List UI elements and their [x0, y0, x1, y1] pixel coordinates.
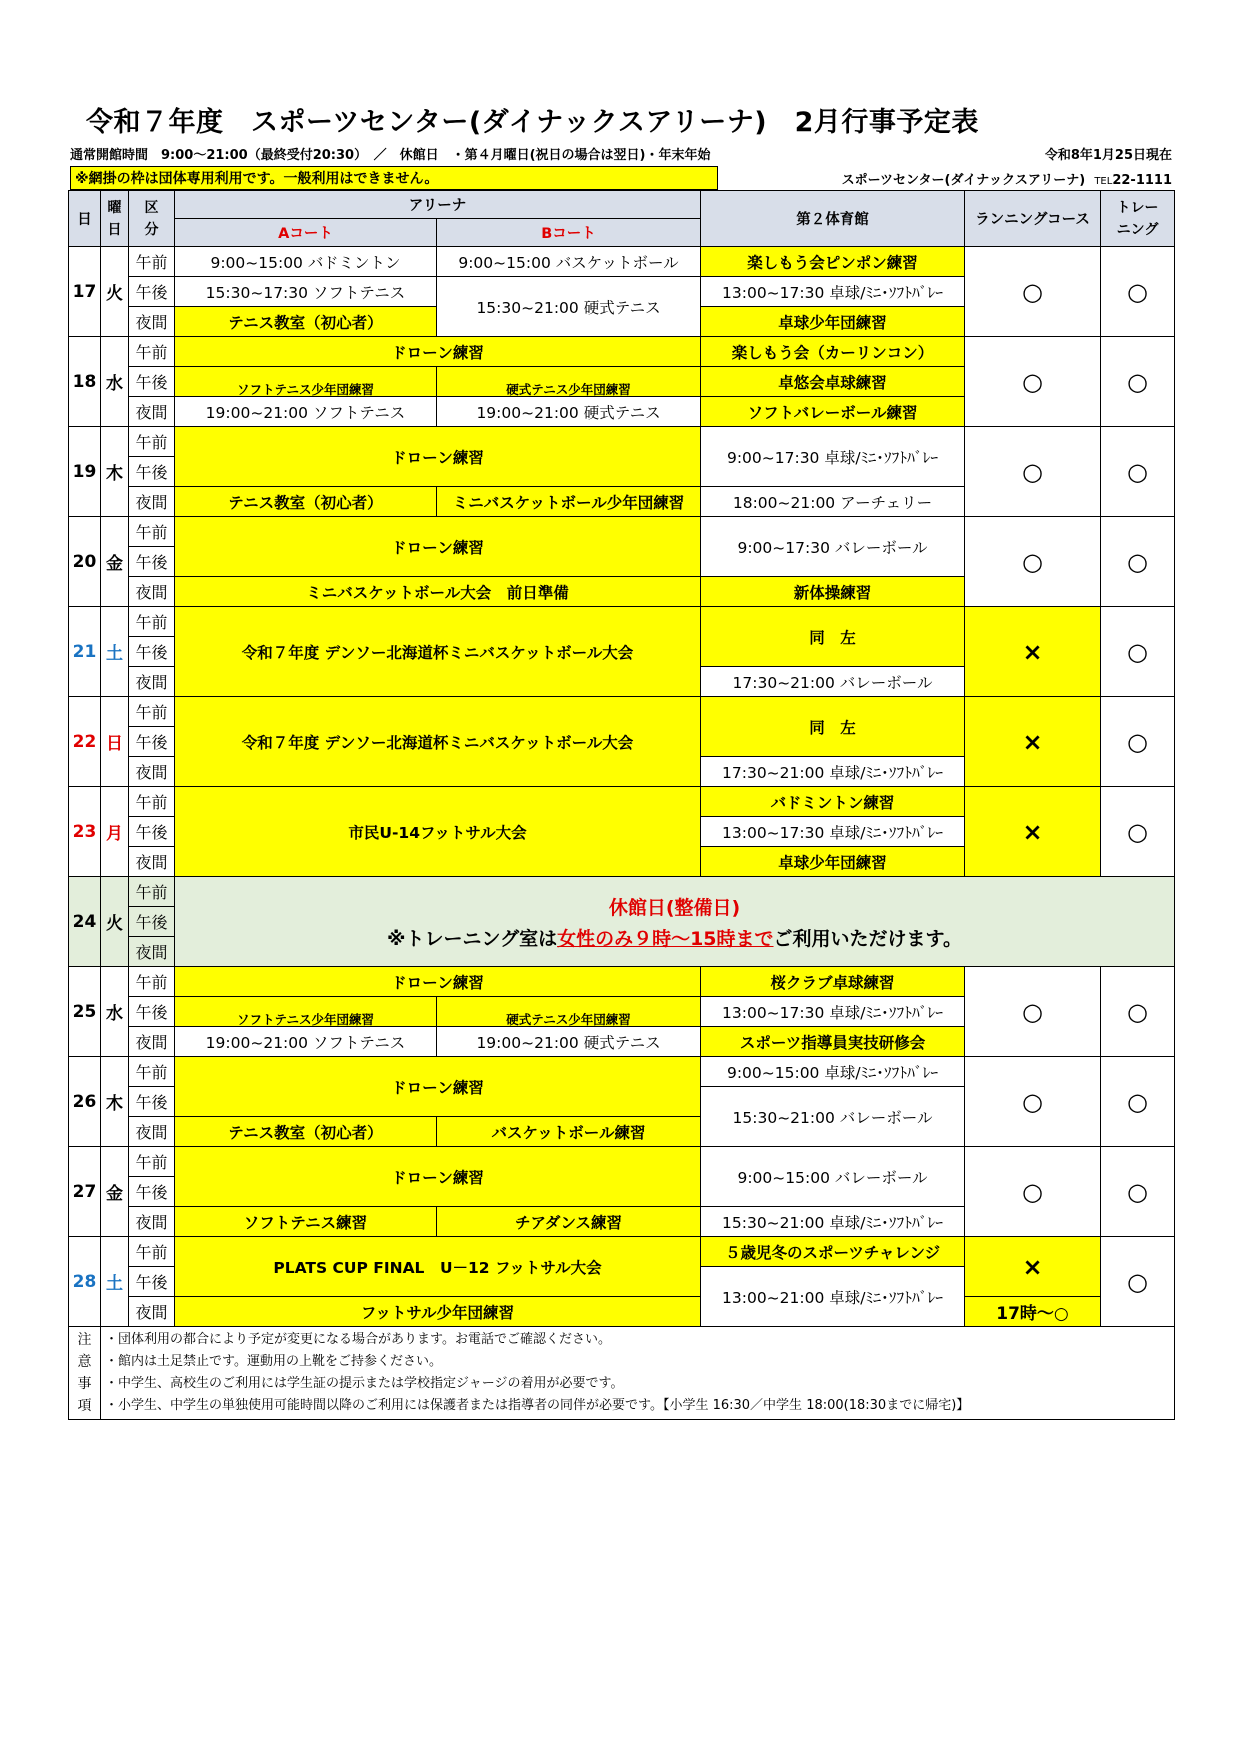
slot-night: 夜間	[129, 937, 175, 967]
arena-all-day: 令和７年度 デンソー北海道杯ミニバスケットボール大会	[175, 697, 701, 787]
notice-banner: ※網掛の枠は団体専用利用です。一般利用はできません。	[70, 166, 718, 190]
weekday: 木	[101, 427, 129, 517]
row-22-am	[69, 697, 1175, 727]
gym2-am-pm: 9:00~17:30 卓球/ﾐﾆ･ｿﾌﾄﾊﾞﾚｰ	[701, 427, 965, 487]
row-27-am	[69, 1147, 1175, 1177]
notes-row	[69, 1327, 1175, 1420]
weekday: 火	[101, 877, 129, 967]
day-number: 22	[69, 697, 101, 787]
day-number: 18	[69, 337, 101, 427]
header-day: 日	[69, 191, 101, 247]
court-b-am: 9:00~15:00 バスケットボール	[437, 247, 701, 277]
day-number: 17	[69, 247, 101, 337]
arena-all-day: 市民U-14フットサル大会	[175, 787, 701, 877]
slot-am: 午前	[129, 787, 175, 817]
header-training: トレー ニング	[1101, 191, 1175, 247]
slot-pm: 午後	[129, 1177, 175, 1207]
slot-night: 夜間	[129, 757, 175, 787]
day-number: 28	[69, 1237, 101, 1327]
day-number: 24	[69, 877, 101, 967]
arena-am: ドローン練習	[175, 337, 701, 367]
weekday: 水	[101, 337, 129, 427]
row-25-am	[69, 967, 1175, 997]
contact-tel	[842, 169, 1172, 188]
running-status: ○	[965, 427, 1101, 517]
weekday: 火	[101, 247, 129, 337]
closed-title: 休館日(整備日)	[608, 896, 741, 919]
running-status: ×	[965, 607, 1101, 697]
court-b-night: 19:00~21:00 硬式テニス	[437, 397, 701, 427]
gym2-am: 9:00~15:00 卓球/ﾐﾆ･ｿﾌﾄﾊﾞﾚｰ	[701, 1057, 965, 1087]
note-item: ・館内は土足禁止です。運動用の上靴をご持参ください。	[105, 1354, 442, 1369]
weekday: 水	[101, 967, 129, 1057]
header-weekday: 曜 日	[101, 191, 129, 247]
row-28-night	[69, 1297, 1175, 1327]
training-status: ○	[1101, 607, 1175, 697]
gym2-night: 15:30~21:00 卓球/ﾐﾆ･ｿﾌﾄﾊﾞﾚｰ	[701, 1207, 965, 1237]
court-b-pm-night: 15:30~21:00 硬式テニス	[437, 277, 701, 337]
slot-pm: 午後	[129, 1267, 175, 1297]
slot-night: 夜間	[129, 487, 175, 517]
slot-am: 午前	[129, 427, 175, 457]
court-a-night: テニス教室（初心者）	[175, 307, 437, 337]
running-status-night: 17時～○	[965, 1297, 1101, 1327]
gym2-night: スポーツ指導員実技研修会	[701, 1027, 965, 1057]
tel-name: スポーツセンター(ダイナックスアリーナ)	[841, 173, 1086, 188]
gym2-am: バドミントン練習	[701, 787, 965, 817]
court-a-night: 19:00~21:00 ソフトテニス	[175, 397, 437, 427]
slot-pm: 午後	[129, 547, 175, 577]
training-status: ○	[1101, 967, 1175, 1057]
row-18-am	[69, 337, 1175, 367]
running-status: ○	[965, 517, 1101, 607]
training-status: ○	[1101, 247, 1175, 337]
row-20-am	[69, 517, 1175, 547]
weekday: 土	[101, 607, 129, 697]
court-a-night: ソフトテニス練習	[175, 1207, 437, 1237]
slot-pm: 午後	[129, 637, 175, 667]
weekday: 土	[101, 1237, 129, 1327]
gym2-pm-night: 13:00~21:00 卓球/ﾐﾆ･ｿﾌﾄﾊﾞﾚｰ	[701, 1267, 965, 1327]
arena-all-day: 令和７年度 デンソー北海道杯ミニバスケットボール大会	[175, 607, 701, 697]
notes-label: 注 意 事 項	[69, 1327, 101, 1420]
slot-night: 夜間	[129, 307, 175, 337]
opening-hours: 通常開館時間 9:00～21:00（最終受付20:30） ／ 休館日 ・第４月曜日(祝日の場合は翌日)・年末年始	[70, 148, 711, 163]
court-a-pm: 15:30~17:30 ソフトテニス	[175, 277, 437, 307]
day-number: 23	[69, 787, 101, 877]
gym2-pm: 13:00~17:30 卓球/ﾐﾆ･ｿﾌﾄﾊﾞﾚｰ	[701, 817, 965, 847]
as-of-date: 令和8年1月25日現在	[1044, 148, 1172, 163]
arena-am-pm: PLATS CUP FINAL U－12 フットサル大会	[175, 1237, 701, 1297]
arena-am-pm: ドローン練習	[175, 427, 701, 487]
day-number: 21	[69, 607, 101, 697]
court-b-night: チアダンス練習	[437, 1207, 701, 1237]
slot-am: 午前	[129, 247, 175, 277]
court-b-pm: 硬式テニス少年団練習	[437, 997, 701, 1027]
gym2-night: 17:30~21:00 卓球/ﾐﾆ･ｿﾌﾄﾊﾞﾚｰ	[701, 757, 965, 787]
slot-night: 夜間	[129, 667, 175, 697]
slot-night: 夜間	[129, 847, 175, 877]
training-status: ○	[1101, 427, 1175, 517]
training-status: ○	[1101, 337, 1175, 427]
day-number: 19	[69, 427, 101, 517]
slot-am: 午前	[129, 967, 175, 997]
gym2-pm: 13:00~17:30 卓球/ﾐﾆ･ｿﾌﾄﾊﾞﾚｰ	[701, 997, 965, 1027]
slot-night: 夜間	[129, 1297, 175, 1327]
training-status: ○	[1101, 787, 1175, 877]
gym2-am: 楽しもう会ピンポン練習	[701, 247, 965, 277]
slot-am: 午前	[129, 1147, 175, 1177]
tel-label: TEL	[1094, 176, 1113, 187]
slot-am: 午前	[129, 517, 175, 547]
gym2-am: 桜クラブ卓球練習	[701, 967, 965, 997]
gym2-night: 卓球少年団練習	[701, 307, 965, 337]
notes-list	[101, 1327, 1175, 1420]
slot-am: 午前	[129, 697, 175, 727]
slot-pm: 午後	[129, 367, 175, 397]
gym2-night: 17:30~21:00 バレーボール	[701, 667, 965, 697]
arena-night: フットサル少年団練習	[175, 1297, 701, 1327]
running-status: ○	[965, 967, 1101, 1057]
running-status: ○	[965, 1057, 1101, 1147]
training-status: ○	[1101, 1237, 1175, 1327]
slot-night: 夜間	[129, 1027, 175, 1057]
court-a-night: テニス教室（初心者）	[175, 487, 437, 517]
slot-night: 夜間	[129, 577, 175, 607]
arena-am-pm: ドローン練習	[175, 1057, 701, 1117]
day-number: 25	[69, 967, 101, 1057]
slot-night: 夜間	[129, 397, 175, 427]
training-status: ○	[1101, 517, 1175, 607]
gym2-pm: 13:00~17:30 卓球/ﾐﾆ･ｿﾌﾄﾊﾞﾚｰ	[701, 277, 965, 307]
slot-am: 午前	[129, 1057, 175, 1087]
day-number: 26	[69, 1057, 101, 1147]
schedule-table	[68, 190, 1175, 1420]
gym2-night: 新体操練習	[701, 577, 965, 607]
court-b-night: 19:00~21:00 硬式テニス	[437, 1027, 701, 1057]
court-a-am: 9:00~15:00 バドミントン	[175, 247, 437, 277]
row-23-am	[69, 787, 1175, 817]
slot-am: 午前	[129, 337, 175, 367]
running-status: ○	[965, 1147, 1101, 1237]
court-b-night: バスケットボール練習	[437, 1117, 701, 1147]
day-number: 20	[69, 517, 101, 607]
slot-pm: 午後	[129, 727, 175, 757]
row-26-am	[69, 1057, 1175, 1087]
slot-am: 午前	[129, 877, 175, 907]
gym2-am-pm: 同 左	[701, 607, 965, 667]
weekday: 金	[101, 1147, 129, 1237]
gym2-am: 楽しもう会（カーリンコン）	[701, 337, 965, 367]
tel-number: 22-1111	[1112, 173, 1172, 188]
row-19-am	[69, 427, 1175, 457]
header-court-a: Aコート	[175, 219, 437, 247]
weekday: 日	[101, 697, 129, 787]
gym2-am-pm: 9:00~17:30 バレーボール	[701, 517, 965, 577]
header-slot: 区 分	[129, 191, 175, 247]
running-status: ○	[965, 247, 1101, 337]
gym2-am: ５歳児冬のスポーツチャレンジ	[701, 1237, 965, 1267]
court-a-night: 19:00~21:00 ソフトテニス	[175, 1027, 437, 1057]
gym2-night: 18:00~21:00 アーチェリー	[701, 487, 965, 517]
header-gym2: 第２体育館	[701, 191, 965, 247]
slot-am: 午前	[129, 607, 175, 637]
header-court-b: Bコート	[437, 219, 701, 247]
arena-am-pm: ドローン練習	[175, 517, 701, 577]
gym2-am-pm: 同 左	[701, 697, 965, 757]
note-item: ・中学生、高校生のご利用には学生証の提示または学校指定ジャージの着用が必要です。	[105, 1376, 624, 1391]
slot-am: 午前	[129, 1237, 175, 1267]
court-b-night: ミニバスケットボール少年団練習	[437, 487, 701, 517]
slot-pm: 午後	[129, 907, 175, 937]
slot-pm: 午後	[129, 457, 175, 487]
weekday: 木	[101, 1057, 129, 1147]
closed-detail: ※トレーニング室は女性のみ９時～15時までご利用いただけます。	[386, 927, 963, 950]
header-arena: アリーナ	[175, 191, 701, 219]
note-item: ・団体利用の都合により予定が変更になる場合があります。お電話でご確認ください。	[105, 1332, 611, 1347]
slot-pm: 午後	[129, 1087, 175, 1117]
arena-am-pm: ドローン練習	[175, 1147, 701, 1207]
slot-pm: 午後	[129, 997, 175, 1027]
gym2-pm: 卓悠会卓球練習	[701, 367, 965, 397]
arena-night: ミニバスケットボール大会 前日準備	[175, 577, 701, 607]
running-status: ×	[965, 787, 1101, 877]
row-28-am	[69, 1237, 1175, 1267]
training-status: ○	[1101, 1147, 1175, 1237]
gym2-am-pm: 9:00~15:00 バレーボール	[701, 1147, 965, 1207]
running-status: ○	[965, 337, 1101, 427]
row-17-am	[69, 247, 1175, 277]
slot-night: 夜間	[129, 1117, 175, 1147]
page-title: 令和７年度 スポーツセンター(ダイナックスアリーナ) 2月行事予定表	[86, 107, 979, 138]
weekday: 月	[101, 787, 129, 877]
training-status: ○	[1101, 1057, 1175, 1147]
header-running-course: ランニングコース	[965, 191, 1101, 247]
row-21-am	[69, 607, 1175, 637]
gym2-night: ソフトバレーボール練習	[701, 397, 965, 427]
closed-day-notice	[175, 877, 1175, 967]
slot-pm: 午後	[129, 277, 175, 307]
day-number: 27	[69, 1147, 101, 1237]
row-24-am	[69, 877, 1175, 907]
running-status: ×	[965, 1237, 1101, 1297]
header-row	[69, 191, 1175, 219]
court-a-pm: ソフトテニス少年団練習	[175, 997, 437, 1027]
gym2-pm-night: 15:30~21:00 バレーボール	[701, 1087, 965, 1147]
slot-pm: 午後	[129, 817, 175, 847]
note-item: ・小学生、中学生の単独使用可能時間以降のご利用には保護者または指導者の同伴が必要です。【小学生 16:30／中学生 18:00(18:30までに帰宅)】	[105, 1398, 970, 1413]
weekday: 金	[101, 517, 129, 607]
slot-night: 夜間	[129, 1207, 175, 1237]
court-a-pm: ソフトテニス少年団練習	[175, 367, 437, 397]
gym2-night: 卓球少年団練習	[701, 847, 965, 877]
running-status: ×	[965, 697, 1101, 787]
court-a-night: テニス教室（初心者）	[175, 1117, 437, 1147]
training-status: ○	[1101, 697, 1175, 787]
court-b-pm: 硬式テニス少年団練習	[437, 367, 701, 397]
arena-am: ドローン練習	[175, 967, 701, 997]
